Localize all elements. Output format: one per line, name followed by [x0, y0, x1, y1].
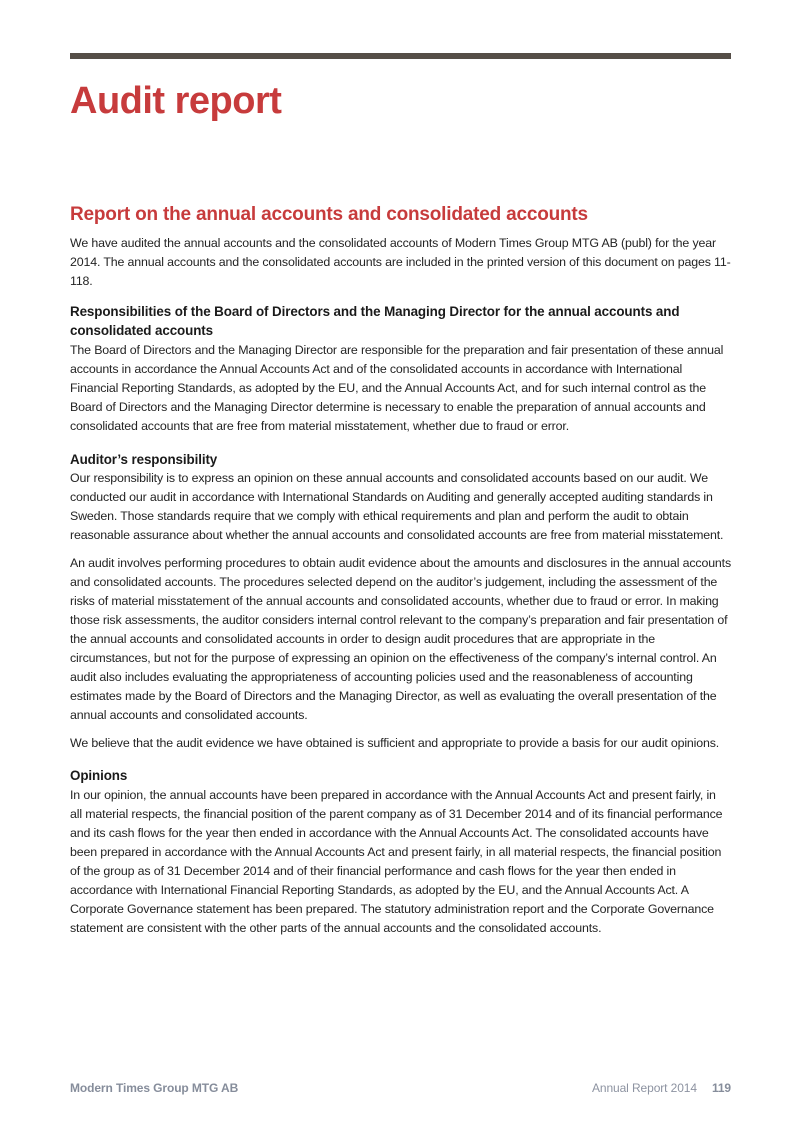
- section-title: Report on the annual accounts and consolidated accounts: [70, 203, 588, 225]
- auditors-responsibility-paragraph-1: Our responsibility is to express an opinion on these annual accounts and consolidated accounts based on our audit. We conducted our audit in accordance with International Standards on Auditing and generally accepted auditing standards in Sweden. Those standards require that we comply with ethical requirements and plan and perform the audit to obtain reasonable assurance about whether the annual accounts and consolidated accounts are free from material misstatement.: [70, 471, 724, 543]
- opinions-heading: Opinions: [70, 768, 128, 784]
- auditors-responsibility-paragraph-2: An audit involves performing procedures to obtain audit evidence about the amounts and disclosures in the annual accounts and consolidated accounts. The procedures selected depend on the auditor’s judgement, including the assessment of the risks of material misstatement of the annual accounts and consolidated accounts, whether due to fraud or error. In making those risk assessments, the auditor considers internal control relevant to the company’s preparation and fair presentation of the annual accounts and consolidated accounts in order to design audit procedures that are appropriate in the circumstances, but not for the purpose of expressing an opinion on the effectiveness of the company’s internal control. An audit also includes evaluating the appropriateness of accounting policies used and the reasonableness of accounting estimates made by the Board of Directors and the Managing Director, as well as evaluating the overall presentation of the annual accounts and consolidated accounts.: [70, 556, 732, 723]
- page-content: [70, 0, 731, 938]
- page-title: Audit report: [70, 80, 282, 122]
- auditors-responsibility-heading: Auditor’s responsibility: [70, 451, 218, 467]
- auditors-responsibility-paragraph-3: We believe that the audit evidence we have obtained is sufficient and appropriate to provide a basis for our audit opinions.: [70, 736, 720, 751]
- footer-right: [592, 1081, 731, 1095]
- intro-paragraph: We have audited the annual accounts and the consolidated accounts of Modern Times Group MTG AB (publ) for the year 2014. The annual accounts and the consolidated accounts are included in the printed version of this document on pages 11-118.: [70, 235, 731, 288]
- opinions-paragraph: In our opinion, the annual accounts have been prepared in accordance with the Annual Accounts Act and present fairly, in all material respects, the financial position of the parent company as of 31 December 2014 and of its financial performance and its cash flows for the year then ended in accordance with the Annual Accounts Act. The consolidated accounts have been prepared in accordance with the Annual Accounts Act and present fairly, in all material respects, the financial position of the group as of 31 December 2014 and of their financial performance and cash flows for the year then ended in accordance with International Financial Reporting Standards, as adopted by the EU, and the Annual Accounts Act. A Corporate Governance statement has been prepared. The statutory administration report and the Corporate Governance statement are consistent with the other parts of the annual accounts and the consolidated accounts.: [70, 787, 723, 935]
- footer-company: Modern Times Group MTG AB: [70, 1081, 239, 1095]
- responsibilities-paragraph: The Board of Directors and the Managing Director are responsible for the preparation and fair presentation of these annual accounts in accordance the Annual Accounts Act and of the consolidated accounts in accordance with International Financial Reporting Standards, as adopted by the EU, and the Annual Accounts Act, and for such internal control as the Board of Directors and the Managing Director determine is necessary to enable the preparation of annual accounts and consolidated accounts that are free from material misstatement, whether due to fraud or error.: [70, 342, 724, 433]
- top-rule: [70, 53, 731, 59]
- footer-report-name: Annual Report 2014: [591, 1081, 697, 1095]
- footer-page-number: 119: [711, 1081, 731, 1095]
- responsibilities-heading: Responsibilities of the Board of Directors and the Managing Director for the annual accounts and consolidated accounts: [70, 303, 680, 339]
- page-footer: [70, 1081, 731, 1095]
